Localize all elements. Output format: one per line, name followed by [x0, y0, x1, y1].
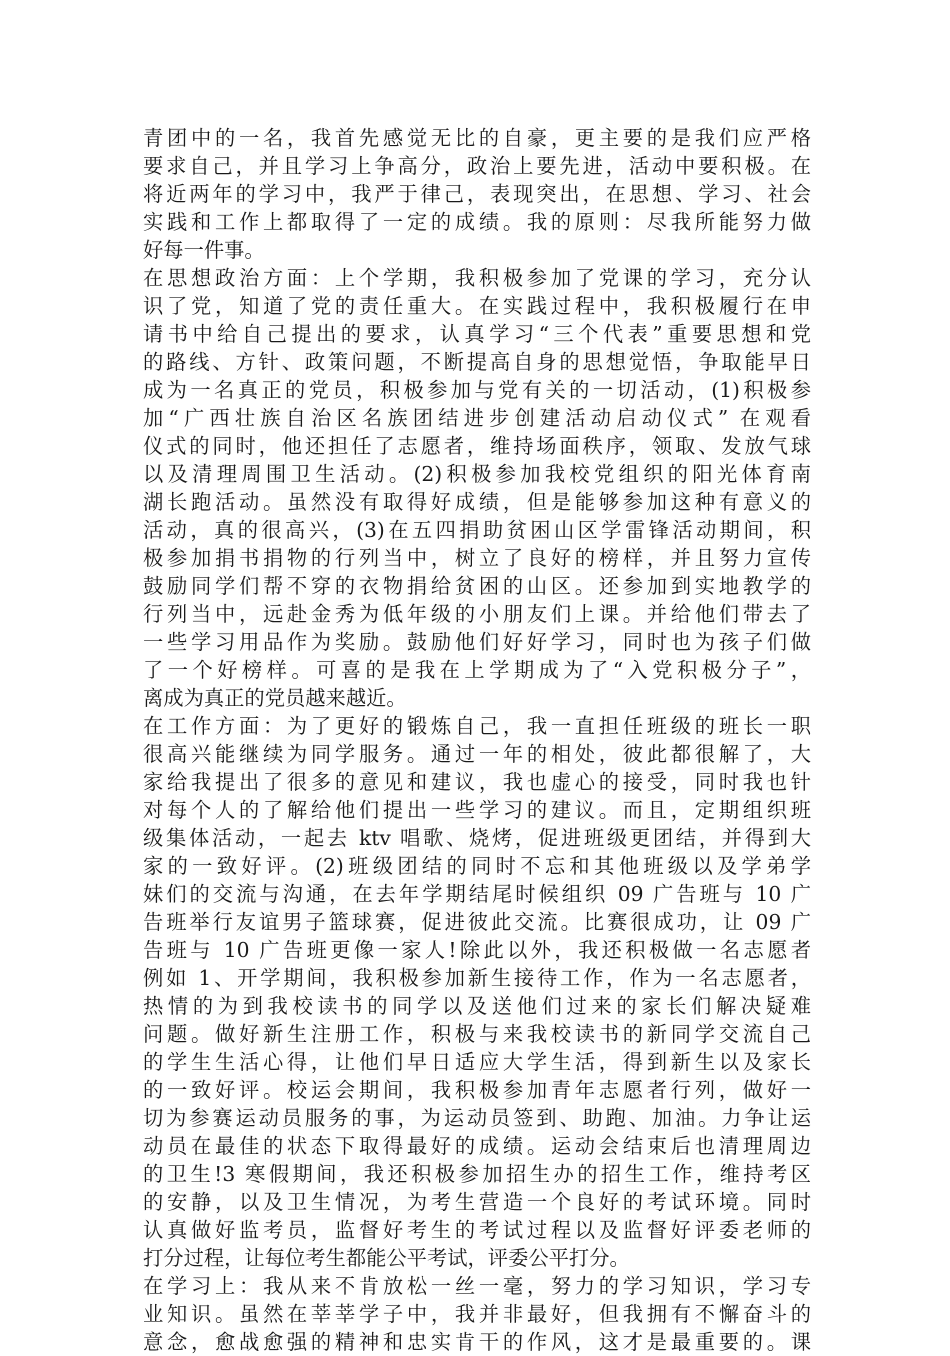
text-line: 一些学习用品作为奖励。鼓励他们好好学习，同时也为孩子们做: [143, 630, 811, 654]
text-line: 将近两年的学习中，我严于律己，表现突出，在思想、学习、社会: [143, 182, 811, 206]
text-line: 实践和工作上都取得了一定的成绩。我的原则：尽我所能努力做: [143, 210, 811, 234]
text-line: 湖长跑活动。虽然没有取得好成绩，但是能够参加这种有意义的: [143, 490, 811, 514]
text-line: 的卫生!3 寒假期间，我还积极参加招生办的招生工作，维持考区: [143, 1162, 811, 1186]
text-line: 问题。做好新生注册工作，积极与来我校读书的新同学交流自己: [143, 1022, 811, 1046]
text-line: 打分过程，让每位考生都能公平考试，评委公平打分。: [143, 1246, 630, 1270]
text-line: 的学生生活心得，让他们早日适应大学生活，得到新生以及家长: [143, 1050, 811, 1074]
text-line: 业知识。虽然在莘莘学子中，我并非最好，但我拥有不懈奋斗的: [143, 1302, 811, 1326]
text-line: 了一个好榜样。可喜的是我在上学期成为了“入党积极分子”，: [143, 658, 811, 682]
text-line: 对每个人的了解给他们提出一些学习的建议。而且，定期组织班: [143, 798, 811, 822]
text-line: 家给我提出了很多的意见和建议，我也虚心的接受，同时我也针: [143, 770, 811, 794]
text-line: 青团中的一名，我首先感觉无比的自豪，更主要的是我们应严格: [143, 126, 811, 150]
text-line: 行列当中，远赴金秀为低年级的小朋友们上课。并给他们带去了: [143, 602, 811, 626]
document-body: [143, 124, 811, 1356]
text-line: 加“广西壮族自治区名族团结进步创建活动启动仪式” 在观看: [143, 406, 811, 430]
text-line: 的安静，以及卫生情况，为考生营造一个良好的考试环境。同时: [143, 1190, 811, 1214]
text-line: 离成为真正的党员越来越近。: [143, 686, 407, 710]
text-line: 识了党，知道了党的责任重大。在实践过程中，我积极履行在申: [143, 294, 811, 318]
text-line: 切为参赛运动员服务的事，为运动员签到、助跑、加油。力争让运: [143, 1106, 811, 1130]
text-line: 动员在最佳的状态下取得最好的成绩。运动会结束后也清理周边: [143, 1134, 811, 1158]
text-line: 意念，愈战愈强的精神和忠实肯干的作风，这才是最重要的。课: [143, 1330, 811, 1354]
text-line: 的路线、方针、政策问题，不断提高自身的思想觉悟，争取能早日: [143, 350, 811, 374]
text-line: 在工作方面：为了更好的锻炼自己，我一直担任班级的班长一职: [143, 714, 811, 738]
text-line: 例如 1、开学期间，我积极参加新生接待工作，作为一名志愿者，: [143, 966, 811, 990]
text-line: 妹们的交流与沟通，在去年学期结尾时候组织 09 广告班与 10 广: [143, 882, 811, 906]
text-line: 告班举行友谊男子篮球赛，促进彼此交流。比赛很成功，让 09 广: [143, 910, 811, 934]
text-line: 在学习上：我从来不肯放松一丝一毫，努力的学习知识，学习专: [143, 1274, 811, 1298]
text-line: 很高兴能继续为同学服务。通过一年的相处，彼此都很解了，大: [143, 742, 811, 766]
text-line: 告班与 10 广告班更像一家人!除此以外，我还积极做一名志愿者: [143, 938, 811, 962]
text-line: 要求自己，并且学习上争高分，政治上要先进，活动中要积极。在: [143, 154, 811, 178]
text-line: 极参加捐书捐物的行列当中，树立了良好的榜样，并且努力宣传: [143, 546, 811, 570]
text-line: 认真做好监考员，监督好考生的考试过程以及监督好评委老师的: [143, 1218, 811, 1242]
text-line: 在思想政治方面：上个学期，我积极参加了党课的学习，充分认: [143, 266, 811, 290]
text-line: 热情的为到我校读书的同学以及送他们过来的家长们解决疑难: [143, 994, 811, 1018]
text-line: 请书中给自己提出的要求，认真学习“三个代表”重要思想和党: [143, 322, 811, 346]
text-line: 鼓励同学们帮不穿的衣物捐给贫困的山区。还参加到实地教学的: [143, 574, 811, 598]
text-line: 活动，真的很高兴，(3)在五四捐助贫困山区学雷锋活动期间，积: [143, 518, 811, 542]
text-line: 级集体活动，一起去 ktv 唱歌、烧烤，促进班级更团结，并得到大: [143, 826, 811, 850]
text-line: 的一致好评。校运会期间，我积极参加青年志愿者行列，做好一: [143, 1078, 811, 1102]
text-line: 仪式的同时，他还担任了志愿者，维持场面秩序，领取、发放气球: [143, 434, 811, 458]
text-line: 家的一致好评。(2)班级团结的同时不忘和其他班级以及学弟学: [143, 854, 811, 878]
text-line: 以及清理周围卫生活动。(2)积极参加我校党组织的阳光体育南: [143, 462, 811, 486]
text-line: 好每一件事。: [143, 238, 265, 262]
text-line: 成为一名真正的党员，积极参加与党有关的一切活动，(1)积极参: [143, 378, 811, 402]
